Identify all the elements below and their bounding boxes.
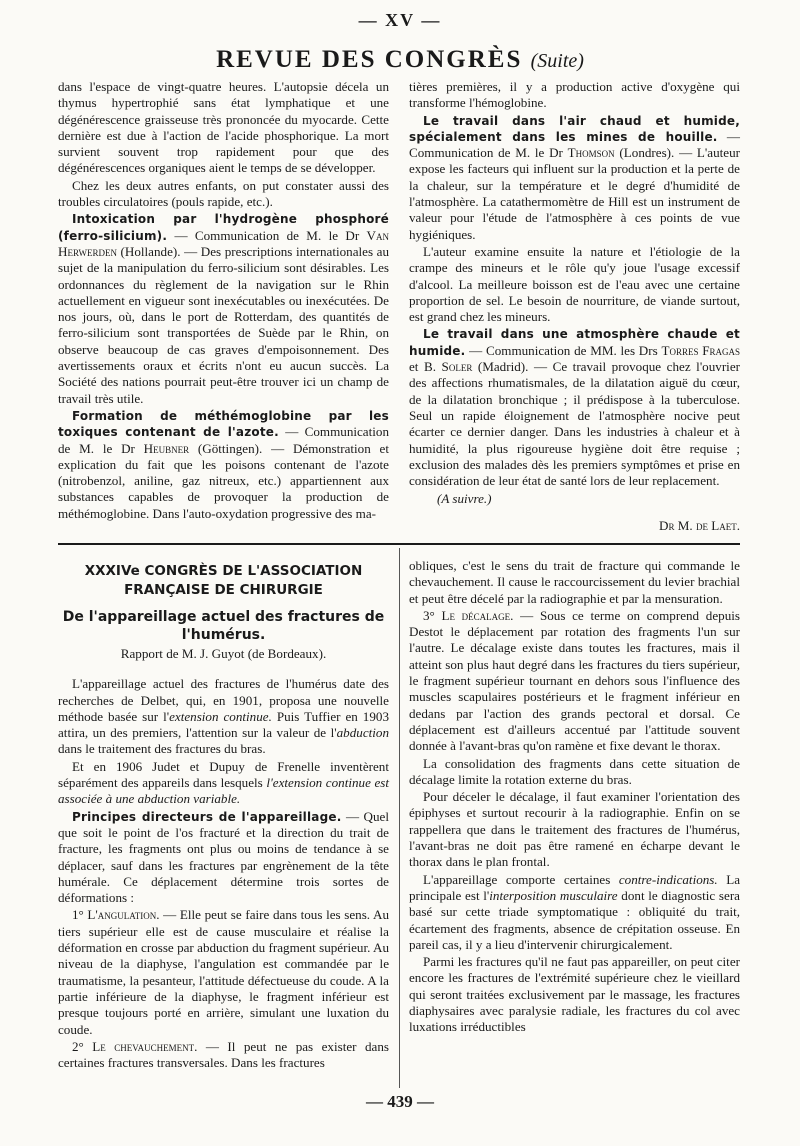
page-number: — 439 —	[366, 1092, 434, 1111]
paragraph	[58, 907, 389, 1037]
item-label: Le chevauchement.	[92, 1038, 198, 1054]
emphasis: extension continue.	[169, 708, 272, 724]
column-2	[409, 79, 740, 534]
paragraph: tières premières, il y a production active d'oxygène qui transforme l'hémoglobine.	[409, 79, 740, 111]
paragraph	[58, 759, 389, 808]
subheading: Intoxication par l'hydrogène phosphoré (ferro-silicium).	[58, 212, 389, 243]
article-title: De l'appareillage actuel des fractures de l'humérus.	[62, 609, 385, 643]
paragraph	[58, 809, 389, 907]
text: — Communication de M. le Dr	[167, 227, 367, 243]
text: — Communication de MM. les Drs	[465, 342, 662, 358]
text: Puis Tuffier en 1903 attira, un des premiers, l'attention sur la valeur de l'	[58, 708, 389, 741]
paragraph	[409, 326, 740, 489]
subheading: Principes directeurs de l'appareillage.	[72, 809, 342, 824]
paragraph: L'auteur examine ensuite la nature et l'étiologie de la crampe des mineurs et le rôle qu'y joue l'usage excessif d'alcool. La meilleure boisson est de l'eau avec une certaine proportion de sel. Le besoin de nourriture, de viande surtout, est grand chez les mineurs.	[409, 243, 740, 325]
author-name: Soler	[441, 359, 473, 375]
text: Et en 1906 Judet et Dupuy de Frenelle inventèrent séparément des appareils dans lesquels	[58, 758, 389, 791]
text: — Communication de M. le Dr	[58, 424, 389, 456]
paragraph	[58, 1039, 389, 1072]
text: dans le traitement des fractures du bras.	[58, 741, 266, 757]
signature: Dr M. de Laet.	[659, 517, 740, 533]
roman-page-number: — XV —	[358, 10, 442, 30]
paragraph	[58, 676, 389, 757]
text: (Göttingen). — Démonstration et explication du fait que les poisons contenant de l'azote (nitrobenzol, aniline, gaz nitreux, etc.) appartiennent aux substances capables de provoquer la production de méthémoglobine. Dans l'auto-oxydation progressive des ma-	[58, 440, 389, 521]
column-4	[409, 558, 740, 1037]
paragraph: Chez les deux autres enfants, on put constater aussi des troubles circulatoires (pouls rapide, etc.).	[58, 177, 389, 210]
emphasis: l'extension continue est associée à une abduction variable.	[58, 775, 389, 807]
text: La principale est l'	[409, 871, 741, 903]
text: et B.	[409, 359, 442, 375]
column-rule	[399, 548, 400, 1088]
list-number: 3°	[423, 607, 442, 623]
emphasis: interposition musculaire	[489, 887, 618, 903]
column-1	[58, 79, 389, 523]
paragraph: dans l'espace de vingt-quatre heures. L'autopsie décela un thymus hypertrophié sans état lymphatique et une dégénérescence graisseuse très prononcée du myocarde. Cette dernière est due à l'action de l'acide phosphorique. La mort survient souvent trop rapidement pour que des dégénérescences organiques aient le temps de se développer.	[58, 79, 389, 176]
congress-title: XXXIVe CONGRÈS DE L'ASSOCIATION FRANÇAISE DE CHIRURGIE	[84, 563, 363, 598]
text: (Madrid). — Ce travail provoque chez l'ouvrier des affections rhumatismales, de la dilatation aiguë du cœur, de la dilatation bronchique ; il prédispose à la tuberculose. Seul un rapide éloignement de l'atmosphère nocive peut écarter ce dernier danger. Dans les industries à chaleur et à humidité, la plus rigoureuse hygiène doit être requise ; exclusion des malades dès les premiers symptômes et prise en considération de leur état de santé lors de leur replacement.	[409, 359, 740, 489]
subheading: Le travail dans l'air chaud et humide, spécialement dans les mines de houille.	[409, 113, 740, 144]
section-title-text: REVUE DES CONGRÈS	[216, 46, 523, 73]
text: — Sous ce terme on comprend depuis Destot le déplacement par rotation des fragments l'un sur l'autre. Le décalage existe dans toutes les fractures, mais il atteint son plus haut degré dans les fractures du tiers supérieur, le fragment supérieur tournant en dehors sous l'influence des muscles scapulaires postérieurs et le fragment inférieur en dedans par l'action des grands pectoral et dorsal. Ce déplacement est d'ailleurs accentué par l'attitude souvent donnée à l'avant-bras qu'on ramène et fixe devant le thorax.	[409, 607, 740, 754]
author-name: Torres Fragas	[661, 342, 740, 358]
author-name: Heubner	[143, 440, 190, 456]
section-title-suite: (Suite)	[530, 50, 584, 72]
author-name: Thomson	[567, 145, 615, 161]
author-name: Van Herwerden	[58, 227, 389, 259]
paragraph: Pour déceler le décalage, il faut examiner l'orientation des épiphyses et surtout recourir à la radiographie. Enfin on se rappellera que dans le traitement des fractures de l'humérus, l'avant-bras ne doit pas être ramené en écharpe devant le thorax dans le plan frontal.	[409, 789, 740, 870]
paragraph: La consolidation des fragments dans cette situation de décalage limite la rotation externe du bras.	[409, 755, 740, 787]
text: L'appareillage comporte certaines	[423, 871, 619, 887]
section-divider	[58, 543, 740, 545]
item-label: Le décalage.	[441, 607, 514, 623]
emphasis: contre-indications.	[618, 871, 718, 887]
text: — Communication de M. le Dr	[409, 128, 740, 161]
list-number: 2°	[72, 1038, 93, 1054]
text: (Hollande). — Des prescriptions internationales au sujet de la manipulation du ferro-silicium sont désirables. Les ordonnances du règlement de la navigation sur le Rhin actuellement en vigueur sont inexécutables ou inexécutées. De nos jours, où, dans le port de Rotterdam, des quantités de ferro-silicium sont transportées de Suède par le Rhin, on observe beaucoup de cas graves d'empoisonnement. Des avertissements oraux et écrits n'ont eu aucun succès. La Société des nations pourrait peut-être trouver ici un champ de travail très utile.	[58, 243, 389, 406]
item-label: L'angulation.	[87, 907, 160, 923]
text: — Quel que soit le point de l'os fracturé et la direction du trait de fracture, les fragments ont plus ou moins de tendance à se déplacer, sauf dans les fractures par engrènement de la tête humérale. Ce déplacement détermine trois sortes de déformations :	[58, 808, 390, 906]
column-3	[58, 562, 389, 1072]
text: (Londres). — L'auteur expose les facteurs qui influent sur la production et la perte de la chaleur, sur la température et le degré d'humidité de l'atmosphère. La catathermomètre de Hill est un instrument de valeur pour l'étude de l'atmosphère à ces points de vue hygiéniques.	[409, 145, 740, 242]
paragraph	[58, 408, 389, 522]
text: — Il peut ne pas exister dans certaines fractures transversales. Dans les fractures	[58, 1038, 389, 1071]
paragraph	[409, 872, 740, 953]
journal-section-title	[0, 46, 800, 74]
paragraph: Parmi les fractures qu'il ne faut pas appareiller, on peut citer encore les fractures de l'extrémité supérieure chez le vieillard qui seront traitées exclusivement par le massage, les fractures diaphysaires avec paralysie radiale, les fractures du col avec luxations irréductibles	[409, 954, 740, 1035]
subheading: Le travail dans une atmosphère chaude et humide.	[409, 327, 740, 358]
report-byline: Rapport de M. J. Guyot (de Bordeaux).	[120, 646, 327, 661]
text: — Elle peut se faire dans tous les sens. Au tiers supérieur elle est de cause musculaire et réalise la déformation en crosse par abduction du fragment supérieur. Au niveau de la diaphyse, l'angulation est commandée par le traumatisme, la pesanteur, l'attitude défectueuse du coude. A la partie inférieure de la diaphyse, le fragment inférieur est presque toujours porté en arrière, simulant une luxation du coude.	[58, 907, 389, 1037]
paragraph	[58, 211, 389, 407]
paragraph	[409, 608, 740, 755]
to-be-continued: (A suivre.)	[437, 491, 492, 507]
paragraph: obliques, c'est le sens du trait de fracture qui commande le chevauchement. Il cause le raccourcissement du levier brachial et peut être décelé par la radiographie et par la mensuration.	[409, 558, 740, 606]
text: dont le diagnostic sera basé sur cette triade symptomatique : obliquité du trait, écartement des fragments, absence de crépitation osseuse. En pareil cas, il y a lieu d'intervenir chirurgicalement.	[409, 887, 740, 952]
paragraph	[409, 113, 740, 243]
text: L'appareillage actuel des fractures de l'humérus date des recherches de Delbet, qui, en 1901, proposa une nouvelle méthode basée sur l'	[58, 676, 389, 724]
list-number: 1°	[72, 907, 88, 923]
emphasis: abduction	[336, 725, 389, 741]
subheading: Formation de méthémoglobine par les toxiques contenant de l'azote.	[58, 408, 389, 440]
